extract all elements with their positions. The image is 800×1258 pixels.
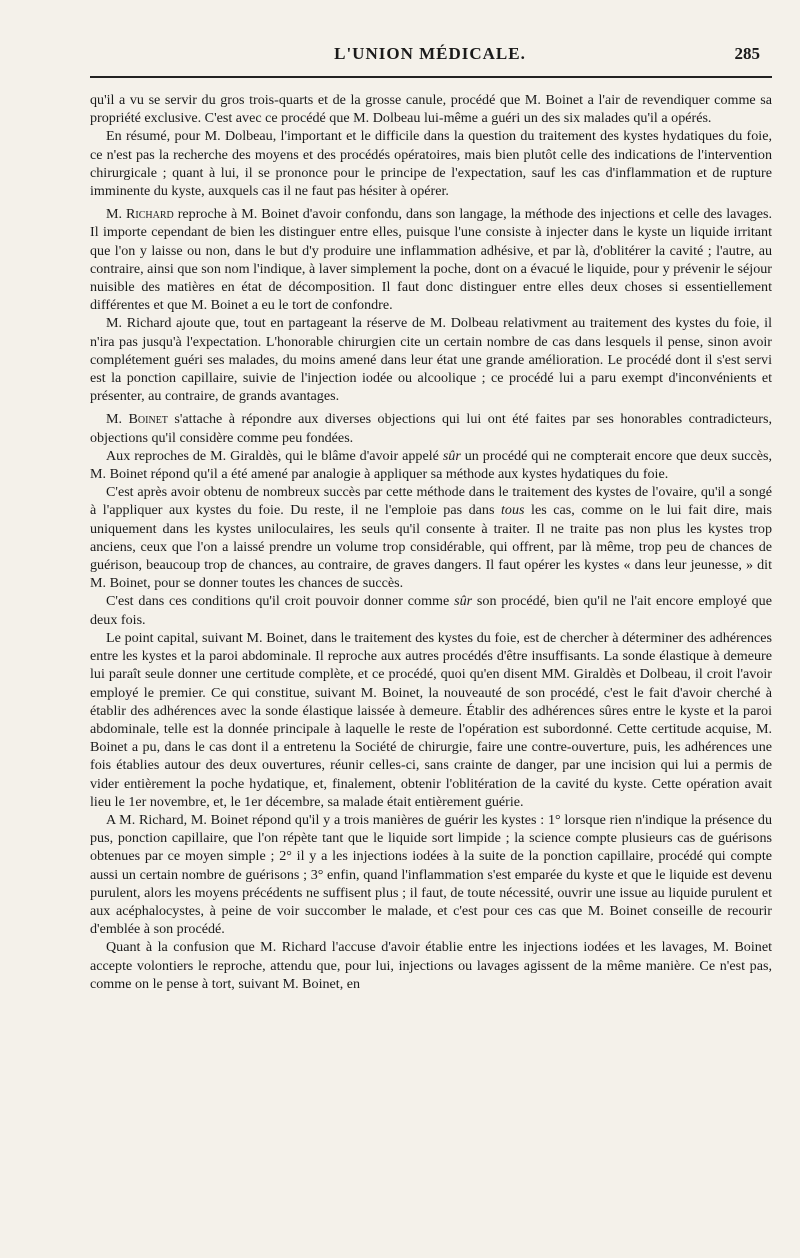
emphasis: tous: [501, 502, 525, 519]
running-title: L'UNION MÉDICALE.: [334, 44, 526, 63]
page-header: [90, 44, 770, 70]
paragraph: Aux reproches de M. Giraldès, qui le blâme d'avoir appelé sûr un procédé qui ne compterait encore que deux succès, M. Boinet répond qu'il a été amené par analogie à appliquer sa méthode aux kystes hydatiques du foie.: [90, 447, 772, 483]
paragraph: C'est dans ces conditions qu'il croit pouvoir donner comme sûr son procédé, bien qu'il ne l'ait encore employé que deux fois.: [90, 593, 772, 628]
page-number: 285: [734, 44, 760, 63]
emphasis: sûr: [442, 447, 461, 464]
header-rule: [90, 76, 772, 78]
paragraph: C'est après avoir obtenu de nombreux succès par cette méthode dans le traitement des kystes de l'ovaire, qu'il a songé à l'appliquer aux kystes du foie. Du reste, il ne l'emploie pas dans tous les cas, comme on le lui fait dire, mais uniquement dans les kystes uniloculaires, les seuls qu'il consente à traiter. Il ne traite pas non plus les kystes trop anciens, ceux que l'on a laissé prendre un volume trop considérable, qui offrent, par là même, trop peu de chances de guérison, beaucoup trop de chances, au contraire, de graves dangers. Il faut opérer les kystes « dans leur jeunesse, » dit M. Boinet, pour se donner toutes les chances de succès.: [90, 484, 772, 592]
paragraph: M. Richard ajoute que, tout en partageant la réserve de M. Dolbeau relativment au traitement des kystes du foie, il n'ira pas jusqu'à l'expectation. L'honorable chirurgien cite un certain nombre de cas dans lesquels il pense, sinon avoir complétement guéri ses malades, du moins amené dans leur état une grande amélioration. Le procédé dont il s'est servi est la ponction capillaire, suivie de l'injection iodée ou alcoolique ; ce procédé lui a paru exempt d'inconvénients et présenter, au contraire, de grands avantages.: [90, 315, 772, 405]
paragraph: A M. Richard, M. Boinet répond qu'il y a trois manières de guérir les kystes : 1° lorsque rien n'indique la présence du pus, ponction capillaire, que l'on répète tant que le liquide sort limpide ; la science compte plusieurs cas de guérisons obtenues par ce moyen simple ; 2° il y a les injections iodées à la suite de la ponction capillaire, procédé qui compte aussi un certain nombre de guérisons ; 3° enfin, quand l'inflammation s'est emparée du kyste et que le liquide est devenu purulent, alors les moyens précédents ne suffisent plus ; il faut, de toute nécessité, ouvrir une issue au liquide purulent et aux acéphalocystes, à peine de voir succomber le malade, et c'est pour ces cas que M. Boinet conseille de recourir d'emblée à son procédé.: [90, 811, 772, 938]
paragraph: M. Boinet s'attache à répondre aux diverses objections qui lui ont été faites par ses honorables contradicteurs, objections qu'il considère comme peu fondées.: [90, 411, 772, 446]
speaker-name: M. Boinet: [106, 411, 168, 428]
paragraph: Le point capital, suivant M. Boinet, dans le traitement des kystes du foie, est de chercher à déterminer des adhérences entre les kystes et la paroi abdominale. Il reproche aux autres procédés d'être insuffisants. La sonde élastique à demeure lui paraît seule donner une certitude complète, et ce procédé, quoi qu'en disent MM. Giraldès et Dolbeau, il croit l'avoir employé le premier. Ce qui constitue, suivant M. Boinet, la nouveauté de son procédé, c'est le fait d'avoir cherché à établir des adhérences avec la sonde élastique laissée à demeure. Établir des adhérences sûres entre le kyste et la paroi abdominale, telle est la donnée principale à laquelle le reste de l'opération est subordonné. Cette certitude acquise, M. Boinet a pu, dans le cas dont il a entretenu la Société de chirurgie, faire une contre-ouverture, puis, les adhérences une fois établies autour des deux ouvertures, réunir celles-ci, sans crainte de danger, par une incision qui lui a permis de vider entièrement la poche hydatique, et, finalement, obtenir l'oblitération de la cavité du kyste. Cette opération avait lieu le 1er novembre, et, le 1er décembre, sa malade était entièrement guérie.: [90, 629, 772, 810]
paragraph: En résumé, pour M. Dolbeau, l'important et le difficile dans la question du traitement des kystes hydatiques du foie, ce n'est pas la recherche des moyens et des procédés opératoires, mais bien plutôt celle des indications de l'intervention chirurgicale ; quant à lui, il se prononce pour le principe de l'expectation, sauf les cas d'inflammation et de rupture imminente du kyste, auxquels cas il ne faut pas hésiter à opérer.: [90, 128, 772, 200]
paragraph: M. Richard reproche à M. Boinet d'avoir confondu, dans son langage, la méthode des injections et celle des lavages. Il importe cependant de bien les distinguer entre elles, puisque l'une consiste à injecter dans le kyste un liquide irritant que l'on y laisse ou non, dans le but d'y produire une inflammation adhésive, et par là, d'oblitérer la cavité ; l'autre, au contraire, ainsi que son nom l'indique, à laver simplement la poche, dont on a évacué le liquide, pour y prévenir le séjour nuisible des matières en état de décomposition. Il faut donc distinguer entre elles deux choses si essentiellement différentes et que M. Boinet a eu le tort de confondre.: [90, 206, 772, 314]
emphasis: sûr: [454, 593, 473, 610]
body-text: [90, 91, 772, 993]
speaker-name: M. Richard: [106, 206, 174, 223]
paragraph: Quant à la confusion que M. Richard l'accuse d'avoir établie entre les injections iodées et les lavages, M. Boinet accepte volontiers le reproche, attendu que, pour lui, injections ou lavages agissent de la même manière. Ce n'est pas, comme on le pense à tort, suivant M. Boinet, en: [90, 939, 772, 992]
paragraph: qu'il a vu se servir du gros trois-quarts et de la grosse canule, procédé que M. Boinet a l'air de revendiquer comme sa propriété exclusive. C'est avec ce procédé que M. Dolbeau lui-même a guéri un des six malades qu'il a opérés.: [90, 92, 772, 127]
